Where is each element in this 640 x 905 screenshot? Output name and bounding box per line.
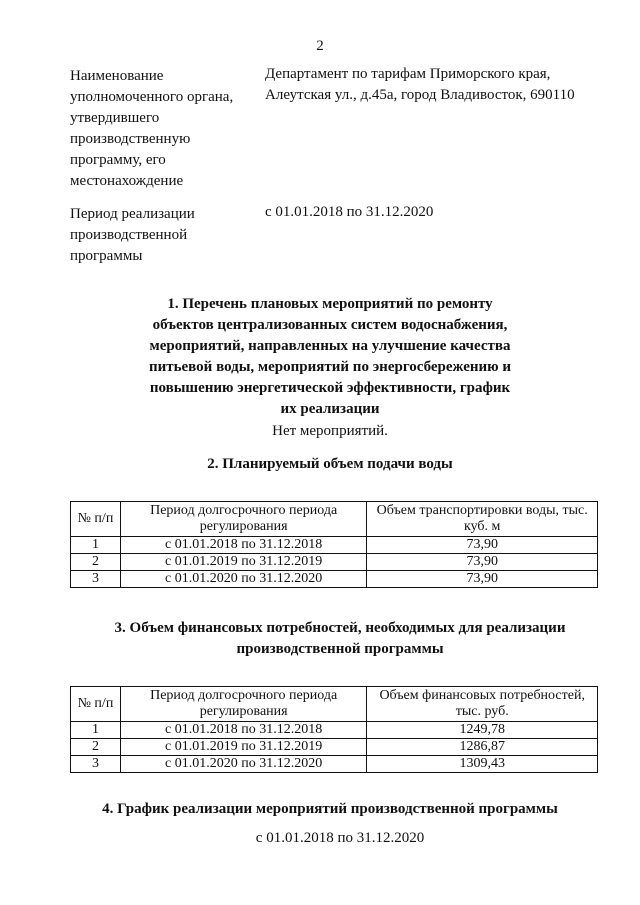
authority-value: Департамент по тарифам Приморского края, Алеутская ул., д.45а, город Владивосток, 690110 [265, 66, 575, 103]
row-number: 2 [71, 554, 121, 571]
table-row [71, 554, 598, 571]
row-period: с 01.01.2020 по 31.12.2020 [120, 571, 367, 588]
period-label: Период реализации производственной программы [70, 206, 195, 264]
header-number: № п/п [71, 687, 121, 722]
row-value: 73,90 [367, 571, 598, 588]
section4-period: с 01.01.2018 по 31.12.2020 [255, 830, 425, 846]
table-header-row [71, 502, 598, 537]
row-value: 1249,78 [367, 722, 598, 739]
row-number: 3 [71, 571, 121, 588]
table-row [71, 722, 598, 739]
row-value: 73,90 [367, 537, 598, 554]
page-number: 2 [316, 38, 324, 54]
header-volume: Объем финансовых потребностей, тыс. руб. [367, 687, 598, 722]
table-row [71, 571, 598, 588]
row-number: 2 [71, 739, 121, 756]
section3-title: 3. Объем финансовых потребностей, необходимых для реализации производственной программы [114, 620, 566, 657]
row-period: с 01.01.2020 по 31.12.2020 [120, 756, 367, 773]
header-number: № п/п [71, 502, 121, 537]
header-period: Период долгосрочного периода регулирования [120, 502, 367, 537]
row-period: с 01.01.2019 по 31.12.2019 [120, 739, 367, 756]
section1-title: 1. Перечень плановых мероприятий по ремонту объектов централизованных систем водоснабжения, мероприятий, направленных на улучшение качества питьевой воды, мероприятий по энергосбережению и повышению энергетической эффективности, график их реализации [148, 296, 512, 417]
row-value: 73,90 [367, 554, 598, 571]
table-row [71, 739, 598, 756]
row-number: 1 [71, 537, 121, 554]
row-number: 1 [71, 722, 121, 739]
financial-needs-table [70, 686, 598, 773]
row-value: 1286,87 [367, 739, 598, 756]
table-row [71, 756, 598, 773]
row-value: 1309,43 [367, 756, 598, 773]
row-period: с 01.01.2018 по 31.12.2018 [120, 722, 367, 739]
header-period: Период долгосрочного периода регулирования [120, 687, 367, 722]
period-value: с 01.01.2018 по 31.12.2020 [265, 204, 434, 220]
section1-note: Нет мероприятий. [272, 423, 388, 439]
row-period: с 01.01.2018 по 31.12.2018 [120, 537, 367, 554]
header-volume: Объем транспортировки воды, тыс. куб. м [367, 502, 598, 537]
water-supply-table [70, 501, 598, 588]
row-period: с 01.01.2019 по 31.12.2019 [120, 554, 367, 571]
section4-title: 4. График реализации мероприятий производственной программы [102, 801, 558, 817]
table-header-row [71, 687, 598, 722]
table-row [71, 537, 598, 554]
row-number: 3 [71, 756, 121, 773]
authority-label: Наименование уполномоченного органа, утвердившего производственную программу, его местонахождение [70, 68, 234, 189]
section2-title: 2. Планируемый объем подачи воды [207, 456, 453, 472]
